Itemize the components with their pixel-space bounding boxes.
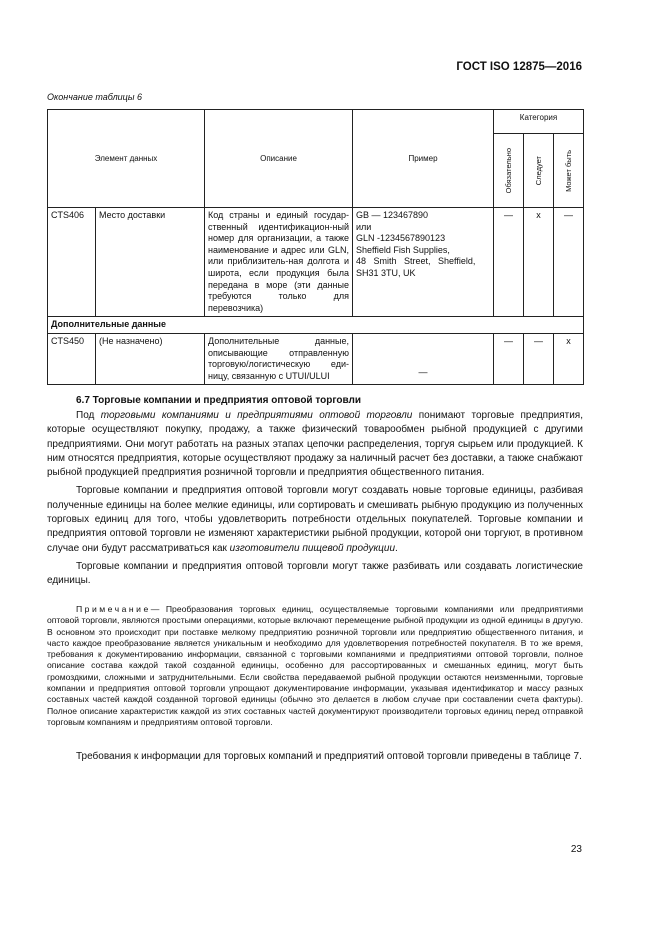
table-row [48,333,584,384]
paragraph [47,409,583,480]
row-mandatory: — [494,333,524,384]
col-header-description: Описание [205,110,353,208]
col-header-may-cell [554,133,584,207]
row-name: Место доставки [96,208,205,317]
data-elements-table [47,109,584,385]
row-example [353,208,494,317]
paragraph-text: Под [76,410,101,421]
row-code: CTS450 [48,333,96,384]
col-header-should-cell [524,133,554,207]
paragraph-text: понимают торговые предприятия, которые осуществляют покупку, продажу, а также физический товарообмен рыбной продукцией с другими предприятиями. Они могут работать на разных этапах цепочки распределения, торгуя сырьем или продукцией. К ним относятся предприятия, которые осуществляют продажу за наличный расчет без доставки, а также снабжают рыбной продукцией предприятия розничной торговли и предприятия общественного питания. [47,410,583,479]
example-line: Sheffield Fish Supplies, [356,244,450,255]
table-row [48,208,584,317]
example-line: или [356,221,372,232]
row-mandatory: — [494,208,524,317]
col-header-category: Категория [494,110,584,134]
row-description: Дополнительные данные, описывающие отправленную торговую/логистическую еди-ницу, связанную с UTUI/ULUI [205,333,353,384]
col-header-element: Элемент данных [48,110,205,208]
row-example: — [353,333,494,384]
col-header-should: Следует [533,155,543,186]
row-may: — [554,208,584,317]
table-section-row [48,317,584,334]
paragraph [47,484,583,555]
example-line: SH31 3TU, UK [356,267,416,278]
section-label: Дополнительные данные [48,317,584,334]
paragraph-text: Торговые компании и предприятия оптовой торговли могут создавать новые торговые единицы, разбивая полученные единицы на более мелкие единицы, или сортировать и смешивать рыбную продукцию из полученных торговых единиц для того, чтобы удовлетворить потребности отдельных покупателей. Торговые компании и предприятия оптовой торговли не изменяют характеристики рыбной продукции, которой они торгуют, в противном случае они будут рассматриваться как [47,485,583,554]
section-body [47,409,583,589]
example-line: 48 Smith Street, Sheffield, [356,256,476,267]
closing-paragraph: Требования к информации для торговых компаний и предприятий оптовой торговли приведены в таблице 7. [76,751,582,762]
row-code: CTS406 [48,208,96,317]
example-line: GB — 123467890 [356,210,429,220]
row-description: Код страны и единый государ-ственный идентификацион-ный номер для организации, а также наименование и адрес или GLN, или приблизитель-ная долгота и широта, если продукция была передана в море (эти данные требуются только для перевозчика) [205,208,353,317]
section-heading: 6.7 Торговые компании и предприятия оптовой торговли [76,395,361,406]
note-text: — Преобразования торговых единиц, осуществляемые торговыми компаниями или предприятиями оптовой торговли, являются простыми операциями, которые включают перемещение рыбной продукции из одной единицы в другую. В основном это происходит при поставке мелкому предприятию розничной торговли или предприятию общественного питания, и часто каждое преобразование является уникальным и необходимо для удовлетворения потребностей покупателя. В то же время, требования к документированию информации, связанной с торговыми компаниями и предприятиями оптовой торговли, полное описание состава каждой такой созданной единицы, особенно для рассортированных и смешанных единиц, могут быть громоздкими, сложными и затруднительными. Если свойства передаваемой рыбной продукции остаются неизменными, торговые компании и предприятия оптовой торговли упрощают документирование информации, указывая идентификатор и массу разных составных частей каждой созданной торговой единицы (обычно это делается в любом случае при составлении счета фактуры). Полное описание характеристик каждой из этих составных частей документируют производители торговых единиц перед отправкой торговым компаниям и предприятиям оптовой торговли. [47,604,583,727]
col-header-mandatory: Обязательно [503,147,513,194]
row-may: x [554,333,584,384]
table-caption: Окончание таблицы 6 [47,92,142,102]
note-label: Примечание [76,604,151,614]
row-should: — [524,333,554,384]
col-header-may: Может быть [563,149,573,192]
example-line: GLN -1234567890123 [356,233,446,244]
paragraph-text: . [395,542,398,554]
row-name: (Не назначено) [96,333,205,384]
table-header-row [48,110,584,134]
col-header-mandatory-cell [494,133,524,207]
col-header-example: Пример [353,110,494,208]
paragraph-term: торговыми компаниями и предприятиями оптовой торговли [100,410,413,421]
note [47,604,583,728]
paragraph-term: изготовители пищевой продукции [229,542,396,554]
page-number: 23 [570,844,582,855]
paragraph: Торговые компании и предприятия оптовой торговли могут также разбивать или создавать логистические единицы. [47,560,583,587]
row-should: x [524,208,554,317]
standard-id: ГОСТ ISO 12875—2016 [456,61,582,73]
